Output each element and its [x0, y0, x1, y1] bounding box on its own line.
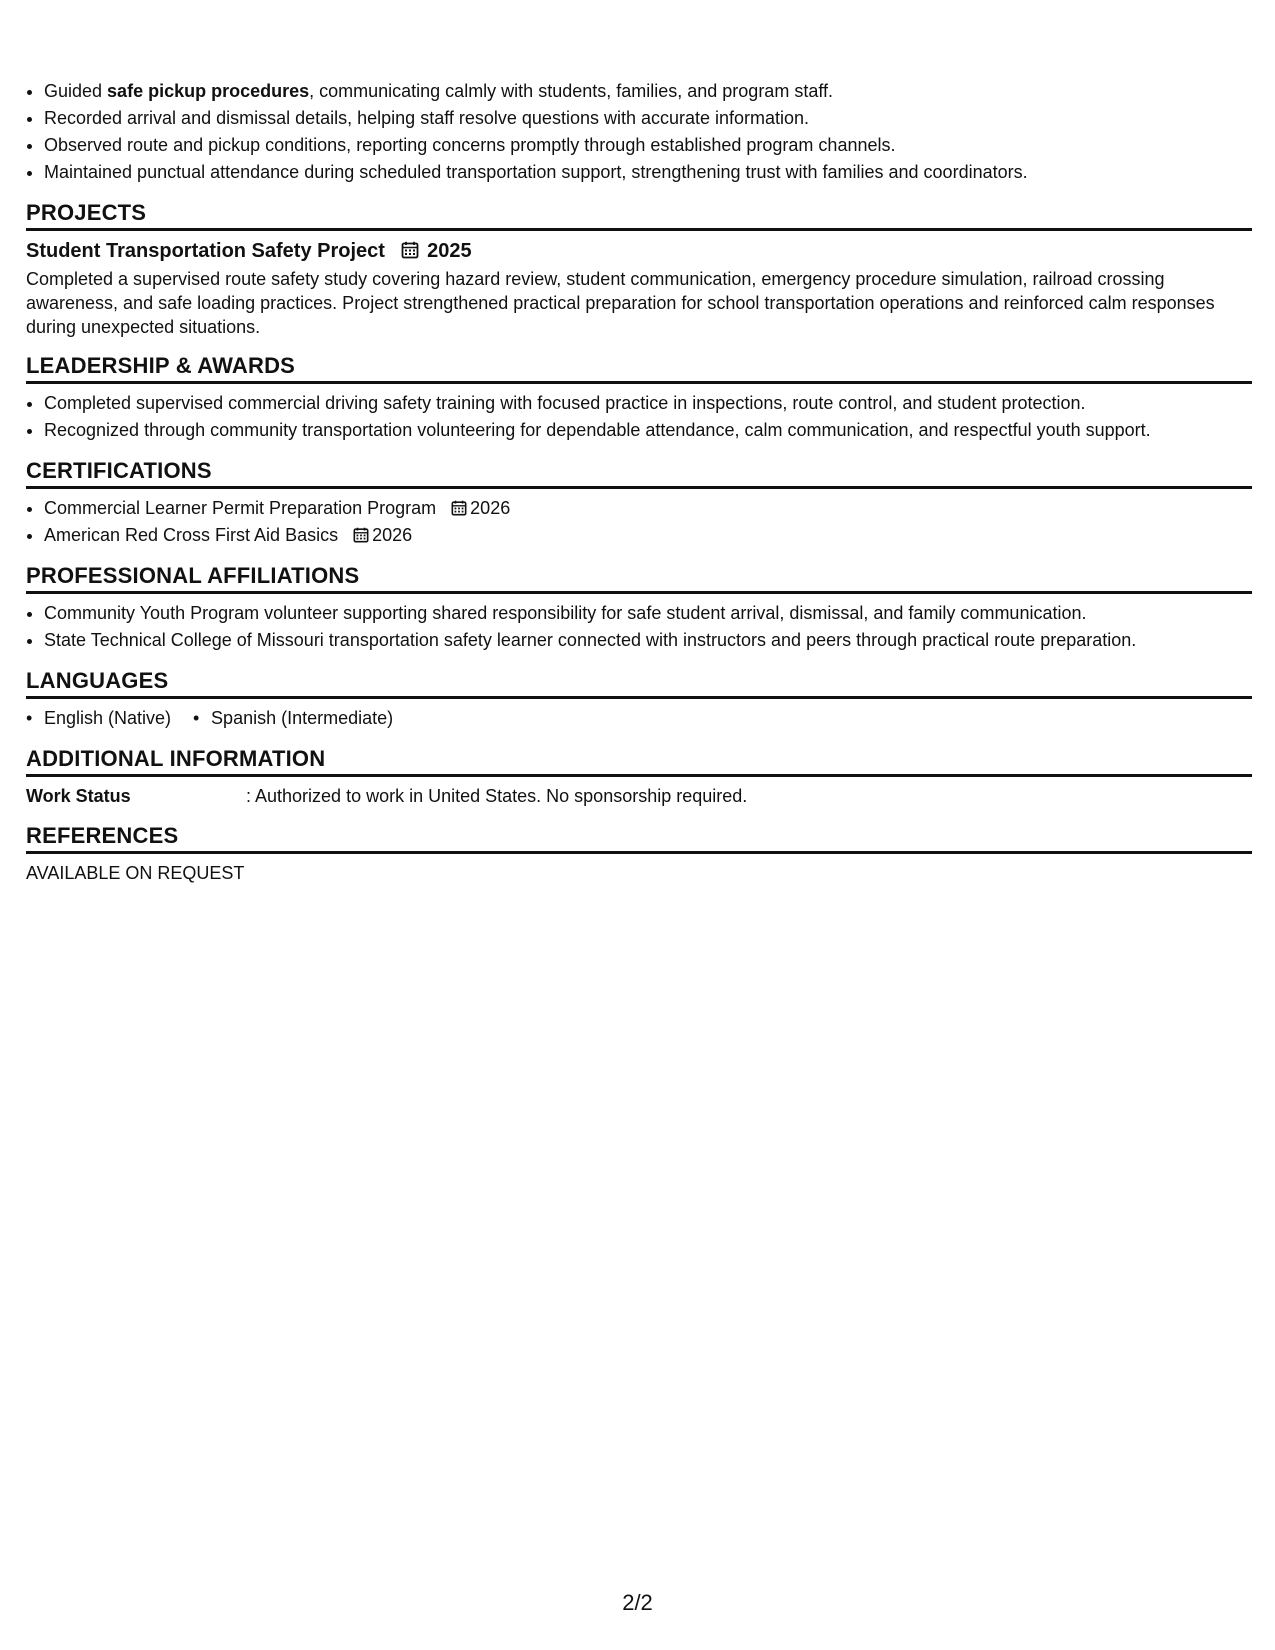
list-item: • Recognized through community transportation volunteering for dependable attendance, calm communication, and respectful youth support. — [44, 417, 1252, 444]
references-section — [26, 823, 1252, 886]
projects-section — [26, 200, 1252, 339]
additional-section — [26, 746, 1252, 809]
resume-page — [26, 78, 1252, 886]
languages-section — [26, 668, 1252, 732]
affiliations-section — [26, 563, 1252, 654]
references-text: AVAILABLE ON REQUEST — [26, 863, 245, 883]
certification-item — [44, 522, 1252, 549]
affiliations-list — [26, 600, 1252, 654]
section-heading: LANGUAGES — [26, 668, 1252, 699]
language-item: • Spanish (Intermediate) — [193, 705, 393, 732]
work-status-label: Work Status — [26, 786, 131, 806]
section-heading: REFERENCES — [26, 823, 1252, 854]
experience-bullets — [26, 78, 1252, 186]
calendar-icon — [451, 500, 467, 516]
list-item: • Completed supervised commercial driving safety training with focused practice in inspections, route control, and student protection. — [44, 390, 1252, 417]
work-status-row — [26, 783, 1252, 809]
project-description: Completed a supervised route safety study covering hazard review, student communication, emergency procedure simulation, railroad crossing awareness, and safe loading practices. Project strengthened practical preparation for school transportation operations and reinforced calm responses during unexpected situations. — [26, 269, 1215, 337]
section-heading: ADDITIONAL INFORMATION — [26, 746, 1252, 777]
calendar-icon — [401, 241, 419, 259]
work-status-value: : Authorized to work in United States. No sponsorship required. — [246, 786, 748, 806]
section-heading: LEADERSHIP & AWARDS — [26, 353, 1252, 384]
experience-bullet: • Maintained punctual attendance during scheduled transportation support, strengthening trust with families and coordinators. — [44, 159, 1252, 186]
leadership-section — [26, 353, 1252, 444]
languages-list — [26, 705, 1252, 732]
certification-name: Commercial Learner Permit Preparation Program — [44, 498, 437, 518]
certifications-list — [26, 495, 1252, 549]
certification-date: 2026 — [372, 525, 413, 545]
section-heading: CERTIFICATIONS — [26, 458, 1252, 489]
experience-bullet: • Guided safe pickup procedures, communicating calmly with students, families, and program staff. — [44, 78, 1252, 105]
leadership-list — [26, 390, 1252, 444]
list-item: • State Technical College of Missouri transportation safety learner connected with instructors and peers through practical route preparation. — [44, 627, 1252, 654]
certification-date: 2026 — [470, 498, 511, 518]
bold-phrase: safe pickup procedures — [107, 81, 310, 101]
section-heading: PROJECTS — [26, 200, 1252, 231]
certification-item — [44, 495, 1252, 522]
project-date: 2025 — [427, 240, 472, 262]
page-number: 2/2 — [622, 1590, 653, 1615]
certifications-section — [26, 458, 1252, 549]
project-title-row — [26, 237, 1252, 265]
experience-bullet: • Observed route and pickup conditions, reporting concerns promptly through established program channels. — [44, 132, 1252, 159]
language-item: • English (Native) — [26, 705, 171, 732]
section-heading: PROFESSIONAL AFFILIATIONS — [26, 563, 1252, 594]
certification-name: American Red Cross First Aid Basics — [44, 525, 339, 545]
calendar-icon — [353, 527, 369, 543]
project-title: Student Transportation Safety Project — [26, 240, 385, 262]
list-item: • Community Youth Program volunteer supporting shared responsibility for safe student arrival, dismissal, and family communication. — [44, 600, 1252, 627]
experience-bullet: • Recorded arrival and dismissal details, helping staff resolve questions with accurate information. — [44, 105, 1252, 132]
